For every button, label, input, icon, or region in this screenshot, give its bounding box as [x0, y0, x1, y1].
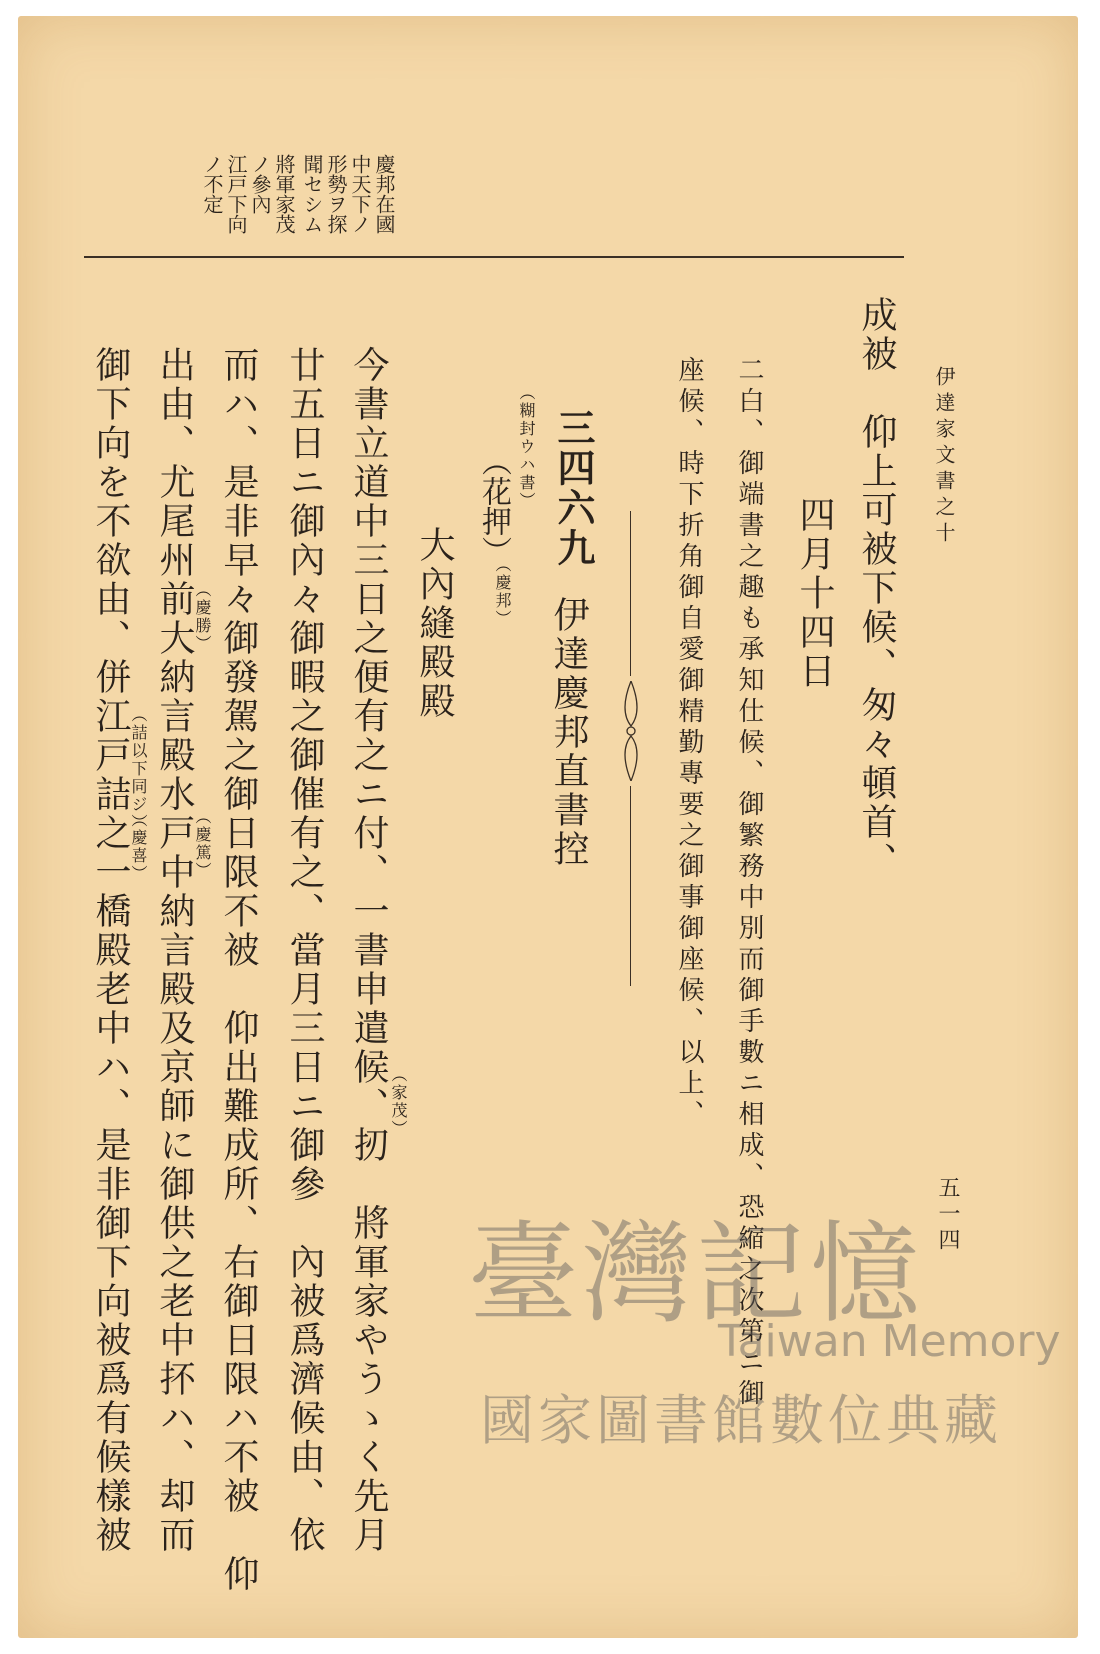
- watermark-subtitle: 國家圖書館數位典藏: [480, 1389, 1002, 1452]
- body-line: 廿五日ニ御內々御暇之御催有之、當月三日ニ御參 內被爲濟候由、依: [284, 346, 325, 1555]
- ruby-note: （慶喜）: [129, 811, 148, 883]
- separator-ornament-icon: [618, 681, 644, 781]
- ruby-note: （慶篤）: [193, 808, 212, 880]
- seal-note-sub: （慶邦）: [493, 556, 512, 628]
- margin-note-col: 形勢ヲ探: [324, 154, 348, 234]
- document-title: 伊達慶邦直書控: [548, 596, 589, 869]
- watermark-english: Taiwan Memory: [718, 1316, 1061, 1367]
- body-line: 出由、尤尾州前大納言殿水戸中納言殿及京師に御供之老中抔ハ、却而: [154, 346, 195, 1555]
- document-number: 三四六九: [551, 408, 595, 568]
- document-page: [18, 16, 1078, 1638]
- margin-note-col: 江戸下向: [224, 154, 248, 234]
- body-line: 而ハ、是非早々御發駕之御日限不被 仰出難成所、右御日限ハ不被 仰: [218, 346, 259, 1594]
- seal-note: （花押）: [476, 446, 511, 566]
- margin-note-col: 將軍家茂: [272, 154, 296, 234]
- watermark-logo-title: 臺灣記憶: [468, 1210, 924, 1338]
- margin-note-col: 慶邦在國: [372, 154, 396, 234]
- margin-note-col: 聞セシム: [300, 154, 324, 234]
- ruby-note: （家茂）: [389, 1066, 408, 1138]
- fold-note: （糊封ウハ書）: [517, 384, 536, 510]
- margin-note-col: 中天下ノ: [348, 154, 372, 234]
- register-divider: [84, 256, 904, 258]
- ruby-note: （慶勝）: [193, 581, 212, 653]
- prev-doc-postscript: 座候、時下折角御自愛御精勤專要之御事御座候、以上、: [674, 356, 704, 1131]
- body-line: 今書立道中三日之便有之ニ付、一書申遣候、扨 將軍家やうゝく先月: [348, 346, 389, 1555]
- margin-note-col: ノ參內: [248, 154, 272, 214]
- ruby-note: （詰以下同ジ）: [129, 706, 148, 832]
- prev-doc-postscript: 二白、御端書之趣も承知仕候、御繁務中別而御手數ニ相成、恐縮之次第ニ御: [734, 356, 764, 1410]
- margin-note-col: ノ不定: [200, 154, 224, 214]
- separator-line-bottom: [630, 786, 631, 986]
- separator-line-top: [630, 511, 631, 676]
- page-number: 五一四: [935, 1176, 960, 1254]
- prev-doc-date: 四月十四日: [794, 496, 835, 691]
- prev-doc-line: 成被 仰上可被下候、匆々頓首、: [856, 296, 897, 881]
- running-header-title: 伊達家文書之十: [932, 366, 956, 548]
- body-line: 御下向を不欲由、併江戸詰之一橋殿老中ハ、是非御下向被爲有候樣被: [90, 346, 131, 1555]
- addressee: 大內縫殿殿: [414, 526, 455, 721]
